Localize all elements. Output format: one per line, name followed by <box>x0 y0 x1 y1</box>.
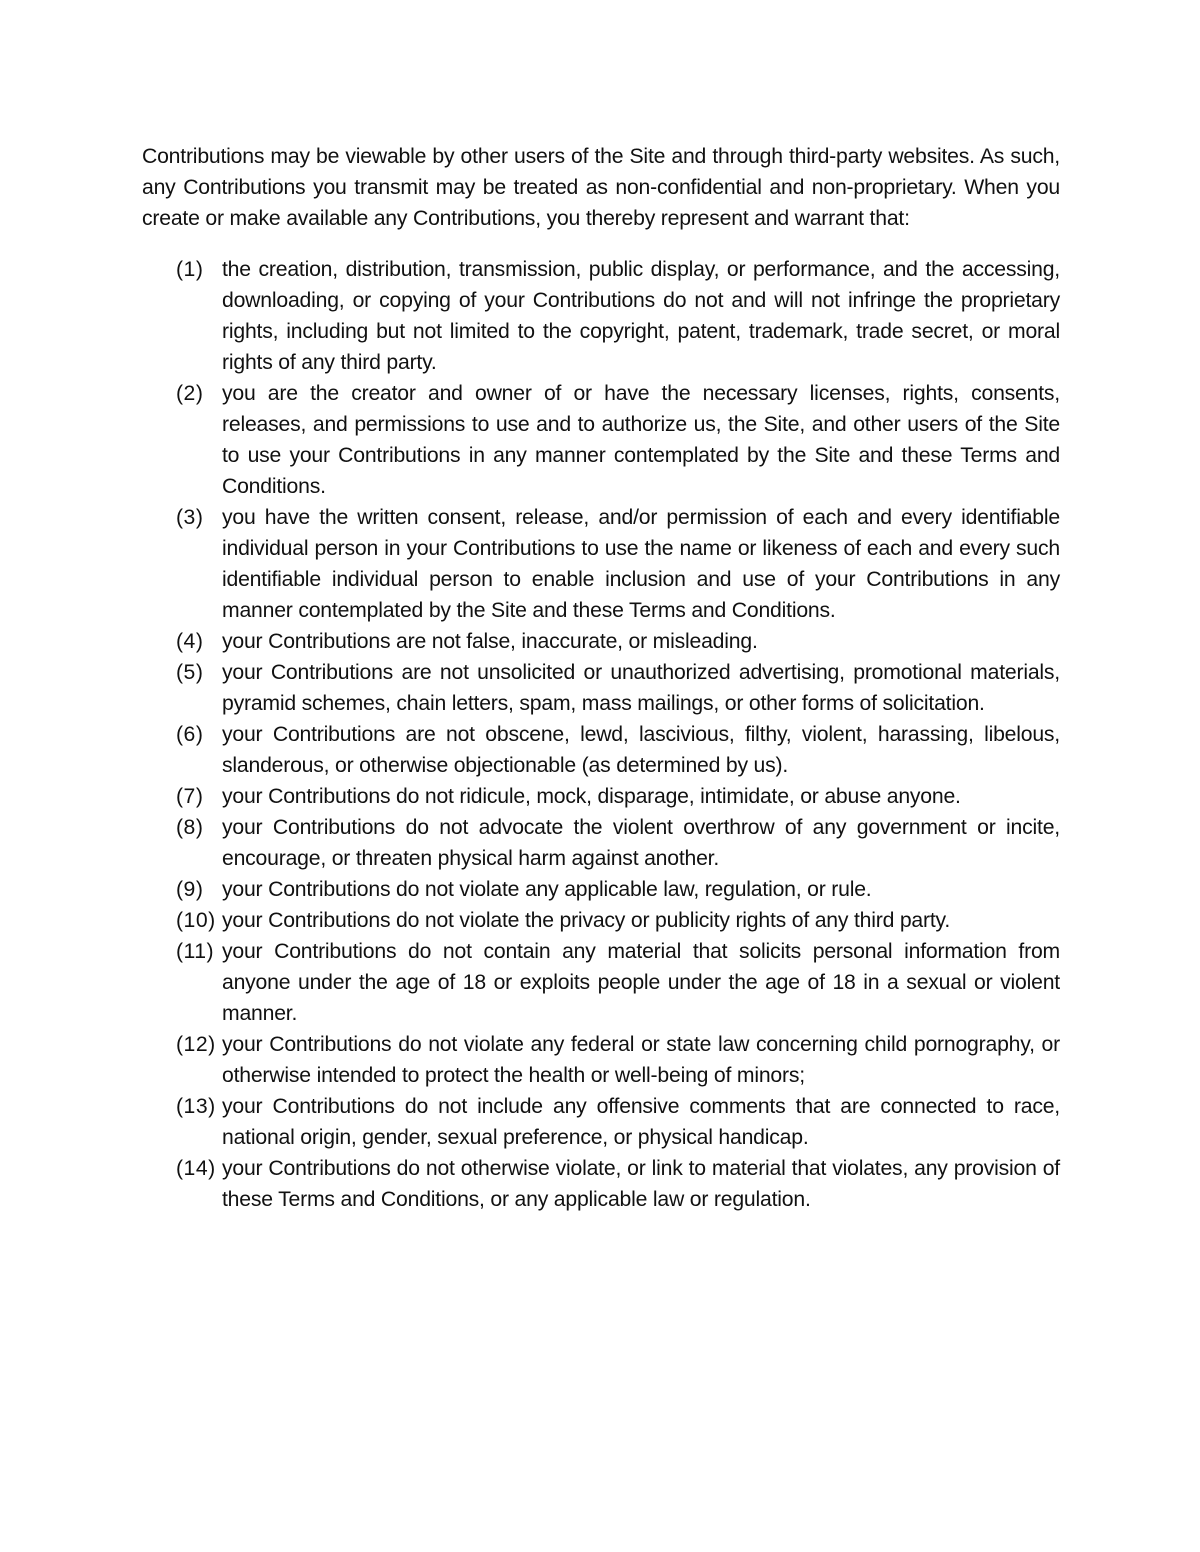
warranty-list <box>142 254 1060 1215</box>
item-number: (8) <box>176 816 204 839</box>
list-item <box>142 378 1060 502</box>
item-number: (1) <box>176 258 204 281</box>
list-item <box>142 657 1060 719</box>
item-text: you have the written consent, release, and/or permission of each and every identifiable individual person in your Contributions to use the name or likeness of each and every such identifiable individual person to enable inclusion and use of your Contributions in any manner contemplated by the Site and these Terms and Conditions. <box>222 506 1060 622</box>
list-item <box>142 502 1060 626</box>
item-number: (7) <box>176 785 204 808</box>
item-text: your Contributions do not contain any material that solicits personal information from anyone under the age of 18 or exploits people under the age of 18 in a sexual or violent manner. <box>222 940 1060 1025</box>
item-text: the creation, distribution, transmission, public display, or performance, and the accessing, downloading, or copying of your Contributions do not and will not infringe the proprietary rights, including but not limited to the copyright, patent, trademark, trade secret, or moral rights of any third party. <box>222 258 1060 374</box>
list-item <box>142 781 1060 812</box>
item-number: (11) <box>176 940 215 963</box>
item-number: (10) <box>176 909 216 932</box>
item-number: (6) <box>176 723 204 746</box>
item-text: your Contributions are not false, inaccurate, or misleading. <box>222 630 758 653</box>
item-number: (3) <box>176 506 204 529</box>
item-text: your Contributions do not include any offensive comments that are connected to race, national origin, gender, sexual preference, or physical handicap. <box>222 1095 1060 1149</box>
list-item <box>142 1091 1060 1153</box>
item-text: your Contributions do not violate any applicable law, regulation, or rule. <box>222 878 872 901</box>
item-text: your Contributions do not ridicule, mock, disparage, intimidate, or abuse anyone. <box>222 785 961 808</box>
item-text: your Contributions are not obscene, lewd, lascivious, filthy, violent, harassing, libelous, slanderous, or otherwise objectionable (as determined by us). <box>222 723 1060 777</box>
intro-paragraph: Contributions may be viewable by other users of the Site and through third-party websites. As such, any Contributions you transmit may be treated as non-confidential and non-proprietary. When you create or make available any Contributions, you thereby represent and warrant that: <box>142 145 1060 230</box>
list-item <box>142 874 1060 905</box>
list-item <box>142 1153 1060 1215</box>
item-text: your Contributions do not advocate the violent overthrow of any government or incite, encourage, or threaten physical harm against another. <box>222 816 1060 870</box>
document-page <box>142 141 1060 1215</box>
list-item <box>142 812 1060 874</box>
item-number: (13) <box>176 1095 216 1118</box>
item-text: your Contributions do not otherwise violate, or link to material that violates, any provision of these Terms and Conditions, or any applicable law or regulation. <box>222 1157 1060 1211</box>
item-number: (5) <box>176 661 204 684</box>
item-number: (9) <box>176 878 204 901</box>
item-text: your Contributions do not violate any federal or state law concerning child pornography, or otherwise intended to protect the health or well-being of minors; <box>222 1033 1060 1087</box>
item-text: your Contributions are not unsolicited or unauthorized advertising, promotional materials, pyramid schemes, chain letters, spam, mass mailings, or other forms of solicitation. <box>222 661 1060 715</box>
list-item <box>142 936 1060 1029</box>
list-item <box>142 1029 1060 1091</box>
item-number: (4) <box>176 630 204 653</box>
item-text: you are the creator and owner of or have the necessary licenses, rights, consents, releases, and permissions to use and to authorize us, the Site, and other users of the Site to use your Contributions in any manner contemplated by the Site and these Terms and Conditions. <box>222 382 1060 498</box>
item-number: (12) <box>176 1033 216 1056</box>
item-number: (14) <box>176 1157 216 1180</box>
list-item <box>142 905 1060 936</box>
list-item <box>142 254 1060 378</box>
item-number: (2) <box>176 382 204 405</box>
item-text: your Contributions do not violate the privacy or publicity rights of any third party. <box>222 909 951 932</box>
list-item <box>142 626 1060 657</box>
list-item <box>142 719 1060 781</box>
